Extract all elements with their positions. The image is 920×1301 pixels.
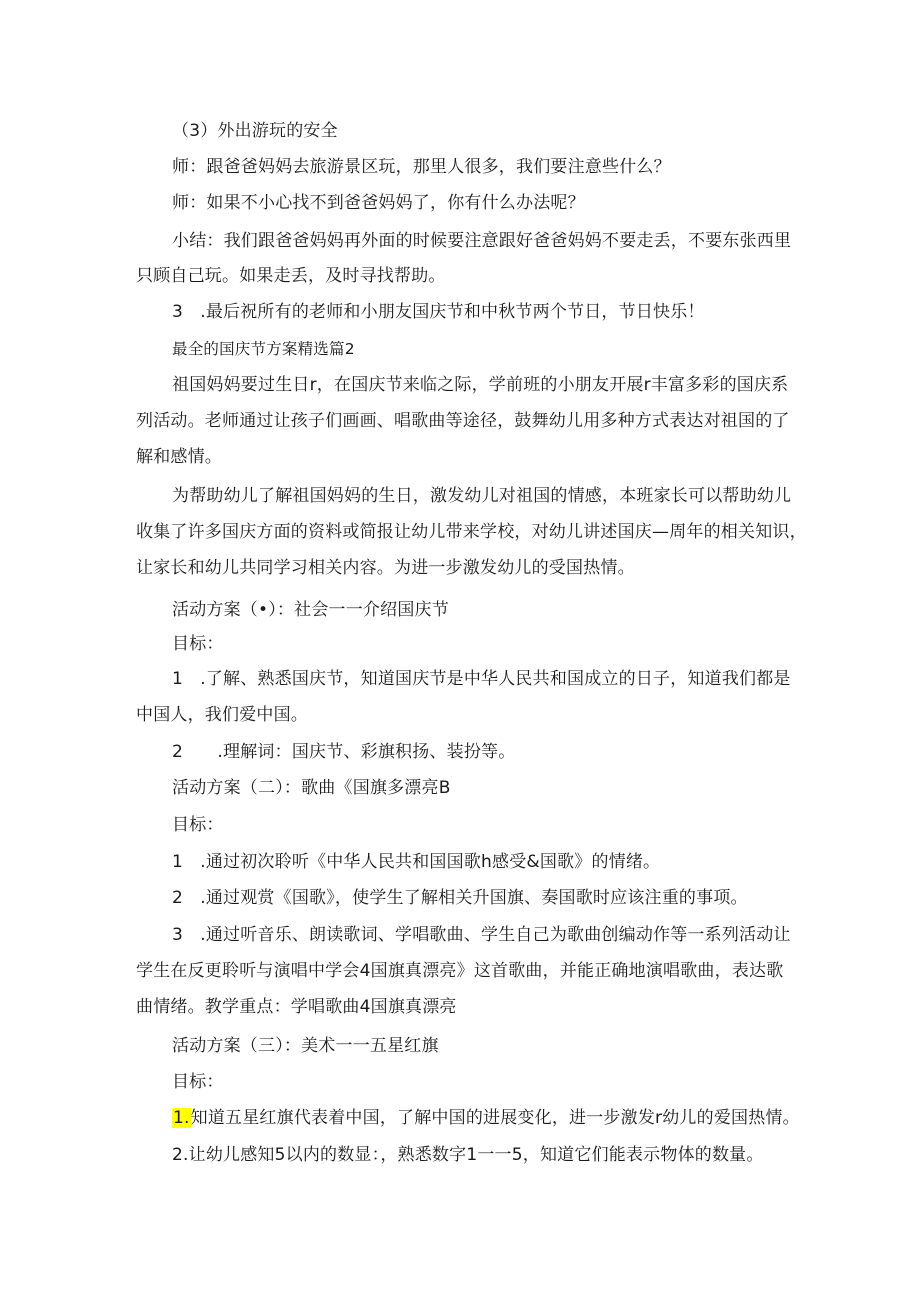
paragraph-line: 小结：我们跟爸爸妈妈再外面的时候要注意跟好爸爸妈妈不要走丢，不要东张西里: [172, 231, 792, 251]
activity-heading: 活动方案（三）：美术一一五星红旗: [172, 1036, 439, 1056]
goal-label: 目标：: [172, 815, 224, 835]
list-item: 2.让幼儿感知5以内的数显：，熟悉数字1一一5，知道它们能表示物体的数量。: [172, 1145, 764, 1165]
paragraph-line: 中国人，我们爱中国。: [136, 705, 308, 725]
list-item-text: 知道五星红旗代表着中国，了解中国的进展变化，进一步激发r幼儿的爱国热情。: [190, 1108, 800, 1128]
paragraph-line: 让家长和幼儿共同学习相关内容。为进一步激发幼儿的受国热情。: [136, 558, 635, 578]
paragraph-line: 学生在反更聆听与演唱中学会4国旗真漂亮》这首歌曲，并能正确地演唱歌曲，表达歌: [136, 961, 784, 981]
activity-heading: 活动方案（•）：社会一一介绍国庆节: [172, 600, 449, 620]
list-item: 3 .通过听音乐、朗读歌词、学唱歌曲、学生自己为歌曲创编动作等一系列活动让: [172, 925, 791, 945]
list-item: 1 .通过初次聆听《中华人民共和国国歌h感受&国歌》的情绪。: [172, 852, 661, 872]
section-heading-outing-safety: （3）外出游玩的安全: [172, 121, 338, 141]
paragraph-line: 列活动。老师通过让孩子们画画、唱歌曲等途径，鼓舞幼儿用多种方式表达对祖国的了: [136, 411, 790, 431]
section-title: 最全的国庆节方案精选篇2: [172, 340, 355, 358]
list-item: 2 .通过观赏《国歌》，使学生了解相关升国旗、奏国歌时应该注重的事项。: [172, 888, 748, 908]
list-item: 1 .了解、熟悉国庆节，知道国庆节是中华人民共和国成立的日子，知道我们都是: [172, 669, 791, 689]
paragraph-line: 3 .最后祝所有的老师和小朋友国庆节和中秋节两个节日，节日快乐！: [172, 302, 705, 322]
paragraph-line: 为帮助幼儿了解祖国妈妈的生日，激发幼儿对祖国的情感，本班家长可以帮助幼儿: [172, 486, 792, 506]
highlighted-number: 1.: [173, 1108, 190, 1128]
goal-label: 目标：: [172, 634, 224, 654]
paragraph-line: 只顾自己玩。如果走丢，及时寻找帮助。: [136, 266, 446, 286]
list-item: 2 .理解词：国庆节、彩旗积扬、装扮等。: [172, 742, 516, 762]
paragraph-line: 曲情绪。教学重点：学唱歌曲4国旗真漂亮: [136, 997, 457, 1017]
paragraph-line: 收集了许多国庆方面的资料或简报让幼儿带来学校，对幼儿讲述国庆—周年的相关知识，: [136, 522, 807, 542]
list-item: [172, 1107, 800, 1129]
paragraph-line: 解和感情。: [136, 447, 222, 467]
goal-label: 目标：: [172, 1072, 224, 1092]
paragraph-line: 师：如果不小心找不到爸爸妈妈了，你有什么办法呢？: [172, 193, 585, 213]
activity-heading: 活动方案（二）：歌曲《国旗多漂亮B: [172, 778, 451, 798]
paragraph-line: 祖国妈妈要过生日r，在国庆节来临之际，学前班的小朋友开展r丰富多彩的国庆系: [172, 375, 789, 395]
paragraph-line: 师：跟爸爸妈妈去旅游景区玩，那里人很多，我们要注意些什么？: [172, 157, 671, 177]
